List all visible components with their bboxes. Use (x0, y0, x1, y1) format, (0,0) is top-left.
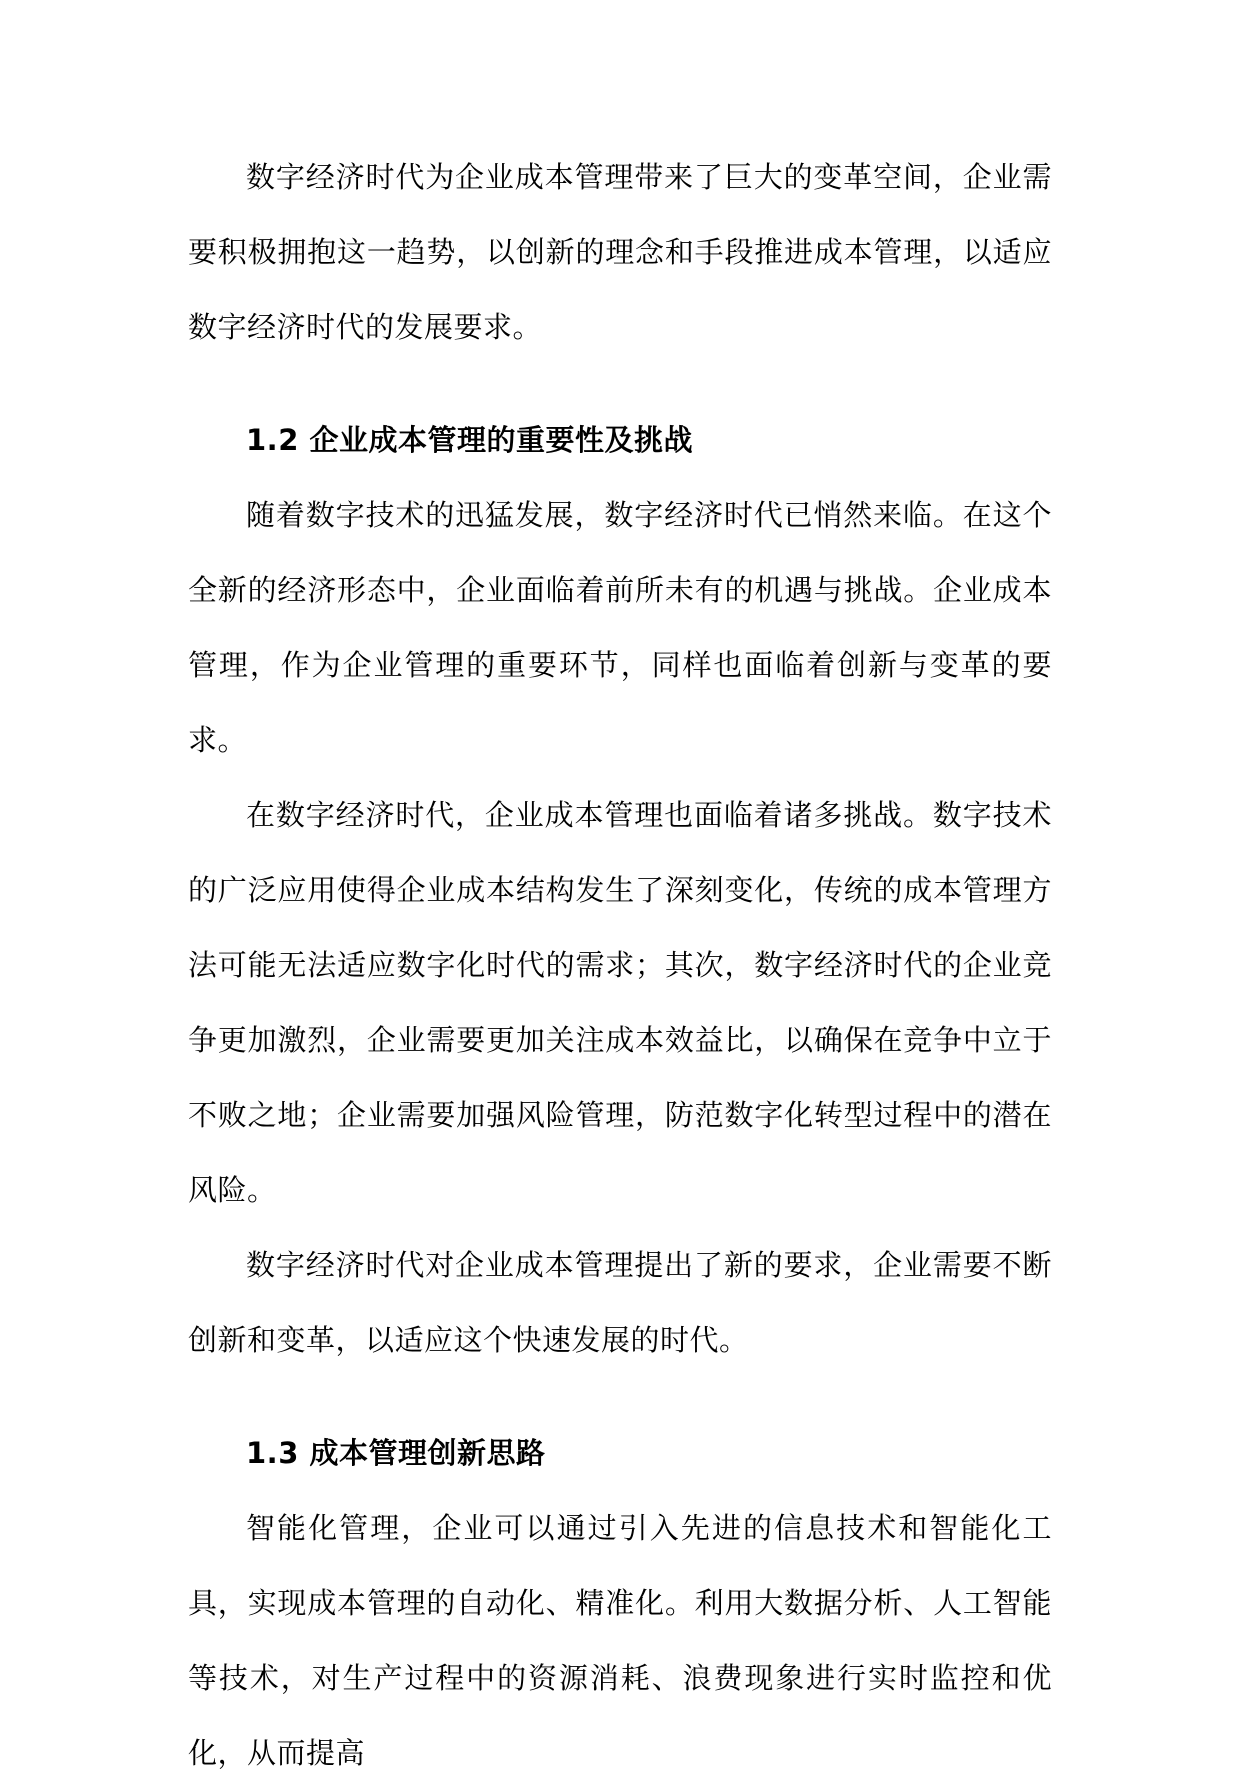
section-heading-1-2: 1.2 企业成本管理的重要性及挑战 (246, 423, 693, 457)
document-body (188, 140, 1052, 1791)
section-heading-1-3: 1.3 成本管理创新思路 (246, 1436, 546, 1470)
paragraph-new-requirements: 数字经济时代对企业成本管理提出了新的要求，企业需要不断创新和变革，以适应这个快速发展的时代。 (188, 1248, 1052, 1357)
paragraph-intelligent-management: 智能化管理，企业可以通过引入先进的信息技术和智能化工具，实现成本管理的自动化、精准化。利用大数据分析、人工智能等技术，对生产过程中的资源消耗、浪费现象进行实时监控和优化，从而提高 (188, 1511, 1052, 1770)
paragraph-cost-management-challenges: 在数字经济时代，企业成本管理也面临着诸多挑战。数字技术的广泛应用使得企业成本结构发生了深刻变化，传统的成本管理方法可能无法适应数字化时代的需求；其次，数字经济时代的企业竞争更加激烈，企业需要更加关注成本效益比，以确保在竞争中立于不败之地；企业需要加强风险管理，防范数字化转型过程中的潜在风险。 (188, 798, 1052, 1207)
paragraph-digital-era-arrival: 随着数字技术的迅猛发展，数字经济时代已悄然来临。在这个全新的经济形态中，企业面临着前所未有的机遇与挑战。企业成本管理，作为企业管理的重要环节，同样也面临着创新与变革的要求。 (188, 498, 1052, 757)
paragraph-digital-economy-summary: 数字经济时代为企业成本管理带来了巨大的变革空间，企业需要积极拥抱这一趋势，以创新的理念和手段推进成本管理，以适应数字经济时代的发展要求。 (188, 160, 1052, 344)
